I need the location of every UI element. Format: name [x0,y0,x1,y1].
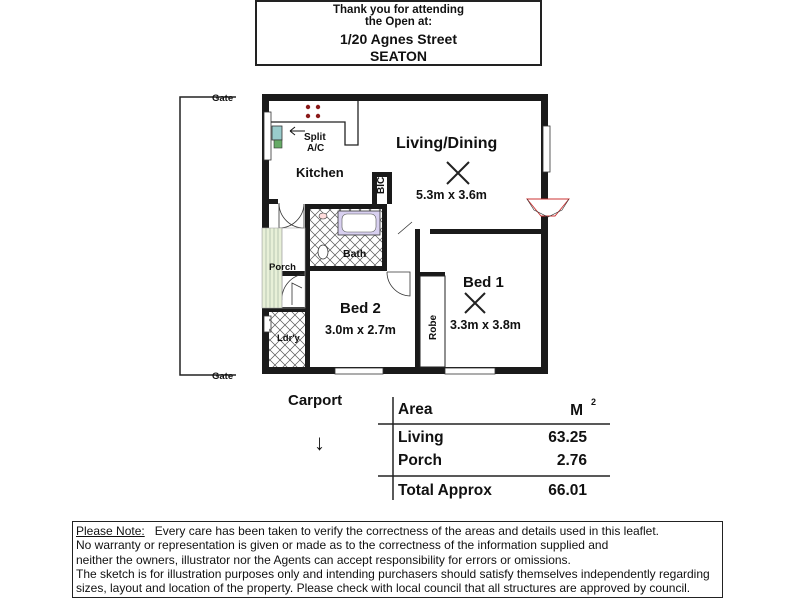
living-dining-label: Living/Dining [396,135,498,152]
note-line-3: neither the owners, illustrator nor the Agents can accept responsibility for errors or omissions. [76,552,571,567]
bed1-dimensions: 3.3m x 3.8m [450,318,521,332]
bay-window [527,199,569,217]
note-line-1 [76,524,722,538]
header-suburb: SEATON [369,48,428,64]
area-header-label: Area [398,401,433,418]
stove-icon [306,105,320,118]
note-line-4: The sketch is for illustration purposes only and intending purchasers should satisfy themselves independently regarding [76,566,710,581]
bath-label: Bath [343,248,367,260]
bic-label: BIC [376,176,387,194]
header-thanks: Thank you for attending [333,4,464,16]
area-row-label: Porch [398,452,442,469]
living-dimensions: 5.3m x 3.6m [416,188,487,202]
kitchen-label: Kitchen [296,165,344,180]
area-total-label: Total Approx [398,482,492,499]
sink-icon [272,126,282,148]
area-unit: M [570,402,583,420]
down-arrow-icon: ↓ [314,430,325,455]
note-line-2: No warranty or representation is given or made as to the correctness of the information supplied and [76,538,609,553]
robe-label: Robe [428,315,439,340]
header-open: the Open at: [364,16,433,28]
bed2-dimensions: 3.0m x 2.7m [325,323,396,337]
area-row-value: 63.25 [548,429,587,446]
note-line-5: sizes, layout and location of the property. Please check with local council that all structures are approved by council. [76,581,691,596]
bed2-label: Bed 2 [340,300,381,317]
split-ac-label-2: A/C [307,143,325,154]
area-total-value: 66.01 [548,482,587,499]
split-ac-arrow-icon [290,127,305,135]
area-row-label: Living [398,429,444,446]
ceiling-fan-icon-bed1 [465,293,485,313]
bed1-label: Bed 1 [463,274,504,291]
note-heading: Please Note: [76,524,145,538]
laundry-label: Ldr'y [277,333,300,344]
bathtub-icon [338,211,380,235]
area-row-value: 2.76 [556,452,587,469]
carport-label: Carport [288,392,343,409]
porch-label: Porch [269,262,296,273]
area-unit-sup: 2 [590,397,596,407]
disclaimer-note [72,521,723,598]
ceiling-fan-icon [447,162,469,184]
gate-top-label: Gate [212,93,234,104]
split-ac-label-1: Split [304,132,326,143]
gate-bottom-label: Gate [212,371,234,382]
area-header-unit [570,397,596,420]
boundary-line [180,97,236,375]
note-text-1: Every care has been taken to verify the correctness of the areas and details used in this leaflet. [154,524,660,538]
header-address: 1/20 Agnes Street [340,31,457,47]
